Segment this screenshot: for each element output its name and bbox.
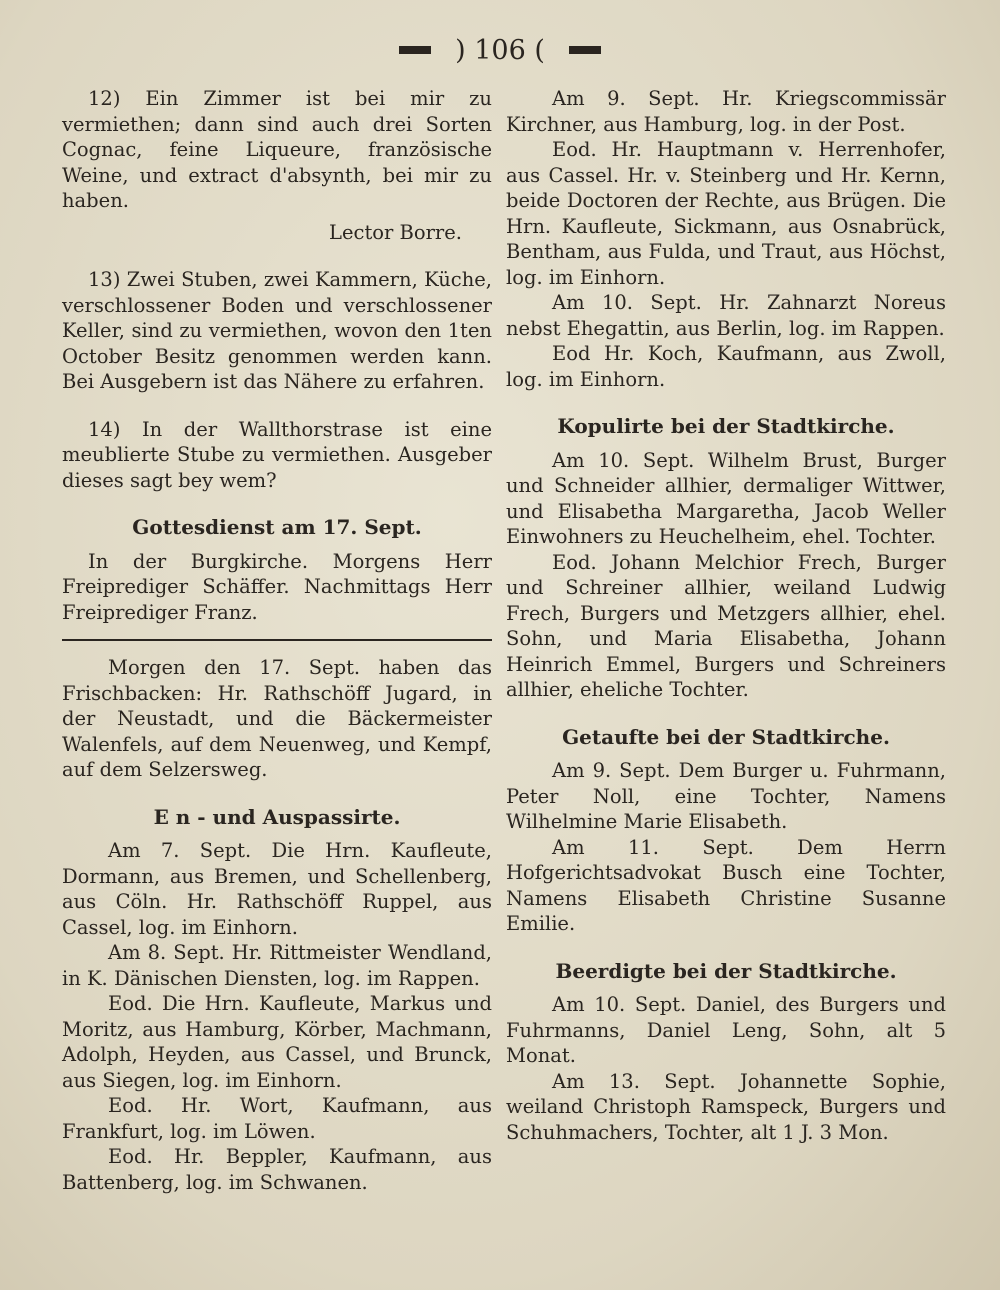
page-header [0, 30, 1000, 70]
marriage-entry: Am 10. Sept. Wilhelm Brust, Burger und Schneider allhier, dermaliger Wittwer, und Elisabetha Margaretha, Jacob Weller Einwohners zu Heuchelheim, ehel. Tochter. [506, 448, 946, 548]
married-heading: Kopulirte bei der Stadtkirche. [557, 414, 895, 438]
right-column [506, 86, 946, 1145]
travel-entry: Am 7. Sept. Die Hrn. Kaufleute, Dormann, aus Bremen, und Schellenberg, aus Cöln. Hr. Rathschöff Ruppel, aus Cassel, log. im Einhorn. [62, 839, 492, 939]
baptism-entry: Am 11. Sept. Dem Herrn Hofgerichtsadvokat Busch eine Tochter, Namens Elisabeth Christine Susanne Emilie. [506, 835, 946, 935]
right-ornament [569, 46, 601, 54]
column-divider [62, 639, 492, 641]
travel-entry: Am 10. Sept. Hr. Zahnarzt Noreus nebst Ehegattin, aus Berlin, log. im Rappen. [506, 291, 946, 340]
notice-13: 13) Zwei Stuben, zwei Kammern, Küche, verschlossener Boden und verschlossener Keller, sind zu vermiethen, wovon den 1ten October Besitz genommen werden kann. Bei Ausgebern ist das Nähere zu erfahren. [62, 268, 492, 393]
travel-entry: Am 9. Sept. Hr. Kriegscommissär Kirchner, aus Hamburg, log. in der Post. [506, 87, 946, 136]
notice-14: 14) In der Wallthorstrase ist eine meublierte Stube zu vermiethen. Ausgeber dieses sagt bey wem? [62, 417, 492, 492]
travel-entry: Eod Hr. Koch, Kaufmann, aus Zwoll, log. im Einhorn. [506, 342, 946, 391]
page-number: ) 106 ( [455, 34, 545, 66]
travel-heading: E n - und Auspassirte. [153, 804, 401, 829]
bakers-notice: Morgen den 17. Sept. haben das Frischbacken: Hr. Rathschöff Jugard, in der Neustadt, und die Bäckermeister Walenfels, auf dem Neuenweg, und Kempf, auf dem Selzersweg. [62, 656, 492, 781]
travel-entry: Eod. Hr. Wort, Kaufmann, aus Frankfurt, log. im Löwen. [62, 1094, 492, 1143]
service-heading: Gottesdienst am 17. Sept. [132, 515, 422, 539]
baptized-heading: Getaufte bei der Stadtkirche. [562, 724, 890, 749]
travel-entry: Eod. Hr. Beppler, Kaufmann, aus Battenberg, log. im Schwanen. [62, 1145, 492, 1194]
burial-entry: Am 10. Sept. Daniel, des Burgers und Fuhrmanns, Daniel Leng, Sohn, alt 5 Monat. [506, 993, 946, 1067]
burial-entry: Am 13. Sept. Johannette Sophie, weiland Christoph Ramspeck, Burgers und Schuhmachers, Tochter, alt 1 J. 3 Mon. [506, 1069, 946, 1144]
marriage-entry: Eod. Johann Melchior Frech, Burger und Schreiner allhier, weiland Ludwig Frech, Burgers und Metzgers allhier, ehel. Sohn, und Maria Elisabetha, Johann Heinrich Emmel, Burgers und Schreiners allhier, eheliche Tochter. [506, 550, 946, 701]
notice-12-signature: Lector Borre. [329, 220, 462, 244]
baptism-entry: Am 9. Sept. Dem Burger u. Fuhrmann, Peter Noll, eine Tochter, Namens Wilhelmine Marie Elisabeth. [506, 759, 946, 833]
notice-12: 12) Ein Zimmer ist bei mir zu vermiethen; dann sind auch drei Sorten Cognac, feine Liqueure, französische Weine, und extract d'absynth, bei mir zu haben. [62, 87, 492, 212]
travel-entry: Am 8. Sept. Hr. Rittmeister Wendland, in K. Dänischen Diensten, log. im Rappen. [62, 941, 492, 990]
left-ornament [399, 46, 431, 54]
service-text: In der Burgkirche. Morgens Herr Freiprediger Schäffer. Nachmittags Herr Freiprediger Franz. [62, 549, 492, 624]
left-column [62, 86, 492, 1195]
buried-heading: Beerdigte bei der Stadtkirche. [555, 958, 897, 983]
travel-entry: Eod. Die Hrn. Kaufleute, Markus und Moritz, aus Hamburg, Körber, Machmann, Adolph, Heyden, aus Cassel, und Brunck, aus Siegen, log. im Einhorn. [62, 992, 492, 1092]
travel-entry: Eod. Hr. Hauptmann v. Herrenhofer, aus Cassel. Hr. v. Steinberg und Hr. Kernn, beide Doctoren der Rechte, aus Brügen. Die Hrn. Kaufleute, Sickmann, aus Osnabrück, Bentham, aus Fulda, und Traut, aus Höchst, log. im Einhorn. [506, 138, 946, 289]
